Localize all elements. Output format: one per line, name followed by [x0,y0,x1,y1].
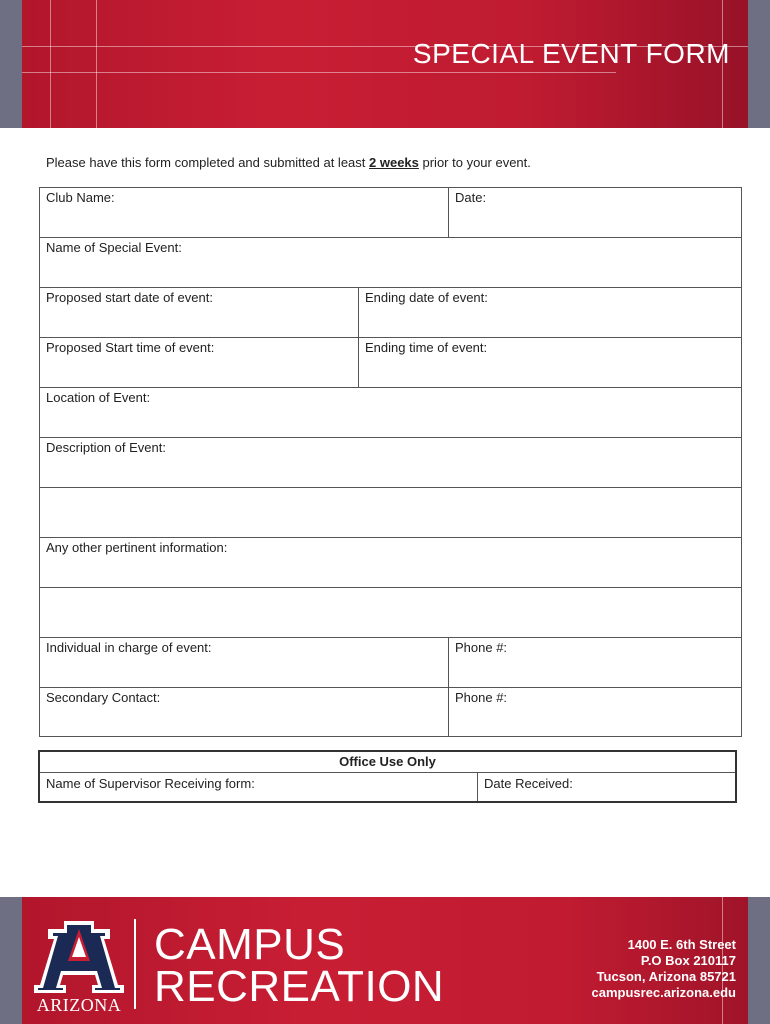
header-band [22,0,748,128]
office-use-title: Office Use Only [40,752,735,773]
other-info-continued-field[interactable] [40,588,741,637]
campus-title: CAMPUS [154,920,346,969]
decor-line [22,72,616,73]
date-received-label: Date Received: [484,776,573,791]
description-continued-field[interactable] [40,488,741,537]
form-row [40,688,741,736]
decor-line [96,0,97,128]
form-row [40,488,741,538]
block-a-icon [34,911,124,995]
club-name-field[interactable] [40,188,448,237]
logo-divider [134,919,136,1009]
individual-label: Individual in charge of event: [46,640,212,655]
end-time-field[interactable] [358,338,741,387]
start-date-field[interactable] [40,288,358,337]
recreation-title: RECREATION [154,962,445,1011]
date-field[interactable] [448,188,741,237]
arizona-logo [34,911,124,1015]
address-block [592,937,737,1001]
intro-prefix: Please have this form completed and submitted at least [46,155,370,170]
form-row [40,538,741,588]
form-row [40,638,741,688]
footer-left-strip [0,897,22,1024]
intro-suffix: prior to your event. [418,155,531,170]
form-row [40,588,741,638]
intro-text [46,155,531,170]
address-street: 1400 E. 6th Street [627,937,736,952]
start-date-label: Proposed start date of event: [46,290,213,305]
secondary-contact-field[interactable] [40,688,448,736]
footer-band [22,897,748,1024]
individual-field[interactable] [40,638,448,687]
secondary-phone-label: Phone #: [455,690,508,705]
location-field[interactable] [40,388,741,437]
footer-right-strip [748,897,770,1024]
end-date-field[interactable] [358,288,741,337]
date-label: Date: [455,190,487,205]
supervisor-label: Name of Supervisor Receiving form: [46,776,255,791]
other-info-label: Any other pertinent information: [46,540,228,555]
address-city: Tucson, Arizona 85721 [596,969,736,984]
start-time-field[interactable] [40,338,358,387]
club-name-label: Club Name: [46,190,115,205]
end-date-label: Ending date of event: [365,290,488,305]
event-name-label: Name of Special Event: [46,240,182,255]
decor-line [50,0,51,128]
location-label: Location of Event: [46,390,151,405]
other-info-field[interactable] [40,538,741,587]
left-side-strip [0,0,22,128]
description-label: Description of Event: [46,440,166,455]
description-field[interactable] [40,438,741,487]
date-received-field[interactable] [477,773,735,801]
form-row [40,388,741,438]
address-website[interactable]: campusrec.arizona.edu [591,985,736,1000]
start-time-label: Proposed Start time of event: [46,340,215,355]
page-title: SPECIAL EVENT FORM [412,38,730,69]
address-pobox: P.O Box 210117 [640,953,736,968]
form-row [40,288,741,338]
form-row [40,438,741,488]
form-row [40,338,741,388]
event-form [39,187,742,737]
logo-wordmark: ARIZONA [36,995,122,1015]
end-time-label: Ending time of event: [365,340,488,355]
intro-emphasis: 2 weeks [369,155,419,170]
form-row [40,188,741,238]
event-name-field[interactable] [40,238,741,287]
right-side-strip [748,0,770,128]
phone-field[interactable] [448,638,741,687]
form-row [40,238,741,288]
phone-label: Phone #: [455,640,508,655]
secondary-contact-label: Secondary Contact: [46,690,161,705]
office-use-table [38,750,737,803]
supervisor-field[interactable] [40,773,477,801]
secondary-phone-field[interactable] [448,688,741,736]
office-row [40,773,735,801]
